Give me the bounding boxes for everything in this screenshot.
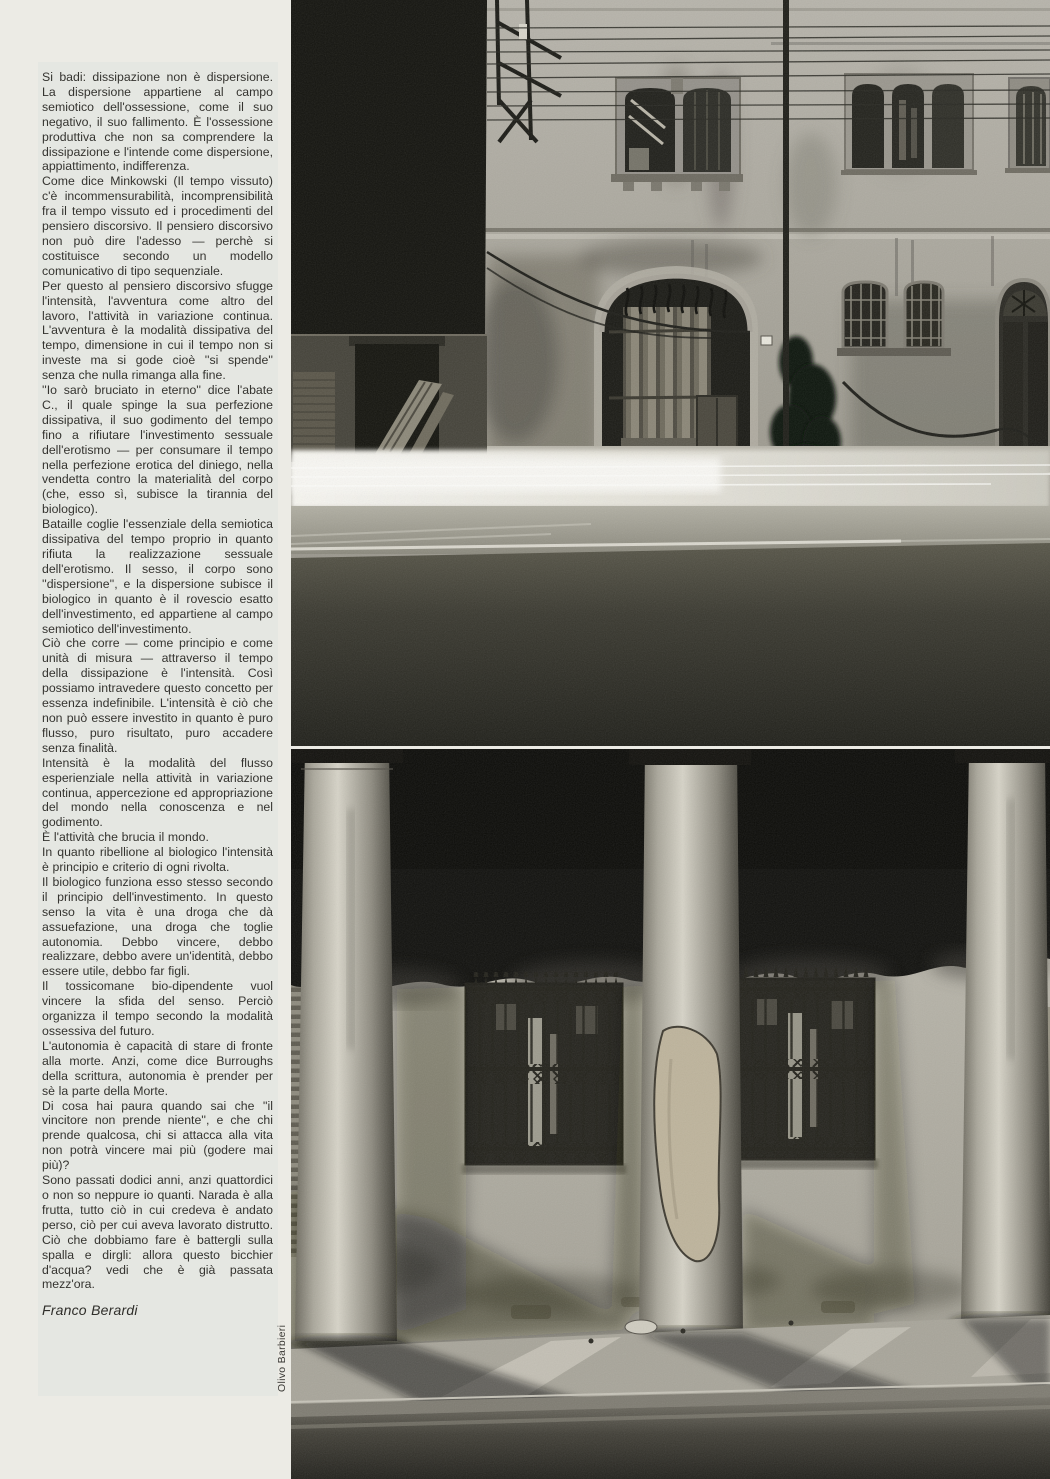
photo-portico-columns (291, 749, 1050, 1479)
article-paragraph: Sono passati dodici anni, anzi quattordici o non so neppure io quanti. Narada è alla frutta, tutto ciò in cui credeva è andato perso, ciò per cui aveva lavorato distrutto. Ciò che dobbiamo fare è battergli sulla spalla e dirgli: allora questo bicchier d'acqua? vedi che è già passata mezz'ora. (42, 1173, 273, 1292)
article-paragraph: Intensità è la modalità del flusso esperienziale nella attività in variazione continua, appercezione ed appropriazione del mondo nella conoscenza e nel godimento. (42, 755, 273, 830)
author-signature: Franco Berardi (42, 1302, 138, 1319)
article-paragraph: ''Io sarò bruciato in eterno'' dice l'abate C., il quale spinge la sua perfezione dissipativa, il suo godimento del tempo fino a rifiutare l'investimento sessuale dell'erotismo — per consumare il tempo nella perfezione erotica del diniego, nella vendetta contro la materialità del corpo (che, esso sì, subisce la tirannia del biologico). (42, 383, 273, 517)
article-paragraph: Il biologico funziona esso stesso secondo il principio dell'investimento. In questo senso la vita è una droga che dà assuefazione, una droga che toglie autonomia. Debbo vincere, debbo realizzare, debbo avere un'identità, debbo essere utile, debbo far figli. (42, 874, 273, 979)
photo-building-facade (291, 0, 1050, 746)
article-paragraph: L'autonomia è capacità di stare di fronte alla morte. Anzi, come dice Burroughs della scrittura, autonomia è prender per sè la parte della Morte. (42, 1038, 273, 1098)
article-paragraph: Come dice Minkowski (Il tempo vissuto) c'è incommensurabilità, incomprensibilità fra il tempo vissuto ed i procedimenti del pensiero discorsivo. Il pensiero discorsivo non può dire l'adesso — perchè si costituisce secondo un modello comunicativo di tipo sequenziale. (42, 174, 273, 278)
article-text (42, 70, 273, 1332)
article-paragraph: Di cosa hai paura quando sai che ''il vincitore non prende niente'', e che chi prende qualcosa, chi si attacca alla vita non potrà vincere mai più (godere mai più)? (42, 1098, 273, 1173)
article-paragraph: Il tossicomane bio-dipendente vuol vincere la sfida del senso. Perciò organizza il tempo secondo la modalità ossessiva del futuro. (42, 979, 273, 1038)
article-paragraph: Si badi: dissipazione non è dispersione. La dispersione appartiene al campo semiotico dell'ossessione, come il suo negativo, il suo fallimento. È l'ossessione produttiva che non sa comprendere la dissipazione e l'intende come dispersione, appiattimento, indifferenza. (42, 70, 273, 174)
article-paragraph: Bataille coglie l'essenziale della semiotica dissipativa del tempo proprio in quanto rifiuta la realizzazione sessuale dell'erotismo. Il sesso, il corpo sono ''dispersione'', e la dispersione subisce il biologico in quanto è il rovescio esatto dell'investimento, ed appartiene al campo semiotico dell'investimento. (42, 517, 273, 636)
article-paragraph: È l'attività che brucia il mondo. (42, 830, 209, 845)
article-paragraphs (42, 70, 273, 1292)
photo-credit-vertical: Olivo Barbieri (276, 1324, 288, 1392)
article-paragraph: Per questo al pensiero discorsivo sfugge l'intensità, l'avventura come altro del lavoro, l'attività in variazione continua. L'avventura è la modalità dissipativa del tempo, dimensione in cui il tempo non si investe ma si gode cioè ''si spende'' senza che nulla rimanga alla fine. (42, 278, 273, 383)
article-paragraph: Ciò che corre — come principio e come unità di misura — attraverso il tempo della dissipazione è l'intensità. Così possiamo intravedere questo concetto per essenza indefinibile. L'intensità è ciò che non può essere investito in quanto è puro flusso, puro risultato, puro accadere senza finalità. (42, 636, 273, 755)
article-paragraph: In quanto ribellione al biologico l'intensità è principio e criterio di ogni rivolta. (42, 845, 273, 875)
